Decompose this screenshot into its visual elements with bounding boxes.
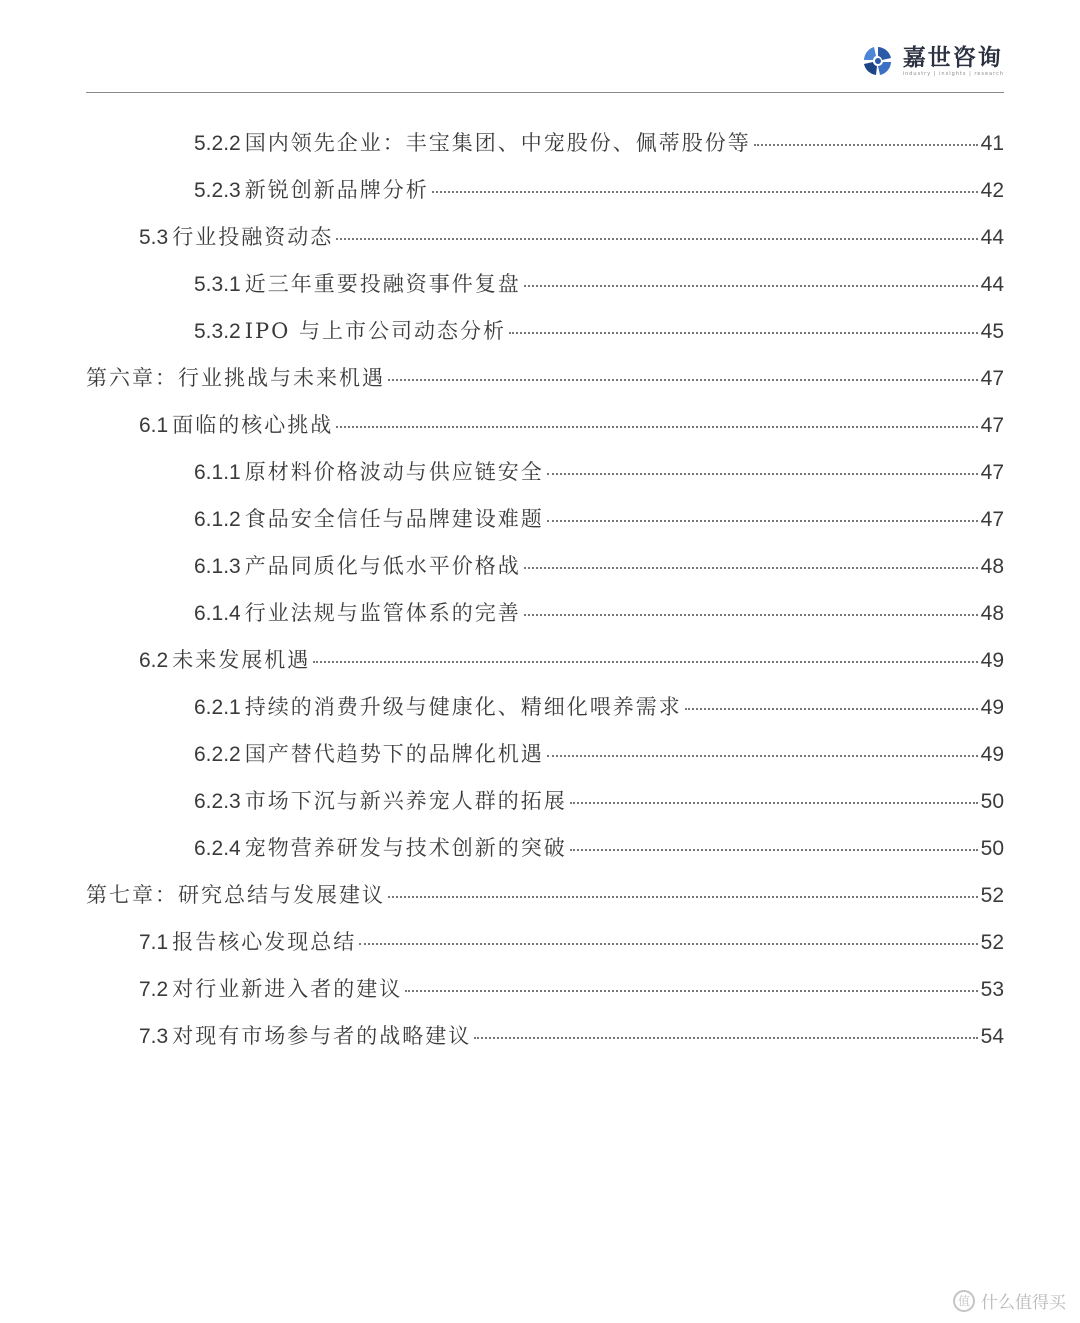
toc-page-number: 47 (980, 367, 1004, 390)
toc-entry-number: 5.3 (139, 226, 169, 249)
toc-entry-title: 产品同质化与低水平价格战 (244, 554, 521, 578)
toc-entry-title: 宠物营养研发与技术创新的突破 (244, 836, 567, 860)
toc-page-number: 47 (980, 508, 1004, 531)
toc-entry-title: 行业法规与监管体系的完善 (244, 601, 521, 625)
toc-page-number: 41 (980, 132, 1004, 155)
toc-entry-title: 持续的消费升级与健康化、精细化喂养需求 (244, 695, 682, 719)
toc-entry-title: 第七章：研究总结与发展建议 (86, 883, 385, 907)
toc-page-number: 48 (980, 555, 1004, 578)
toc-dot-leader (313, 660, 977, 663)
toc-entry[interactable] (86, 167, 1004, 214)
toc-entry[interactable] (86, 120, 1004, 167)
toc-dot-leader (570, 848, 978, 851)
toc-entry[interactable] (86, 496, 1004, 543)
watermark (953, 1288, 1066, 1313)
toc-entry[interactable] (86, 590, 1004, 637)
toc-page-number: 50 (980, 837, 1004, 860)
toc-page-number: 47 (980, 414, 1004, 437)
toc-entry[interactable] (86, 778, 1004, 825)
toc-entry[interactable] (86, 402, 1004, 449)
toc-page-number: 45 (980, 320, 1004, 343)
toc-entry[interactable] (86, 919, 1004, 966)
toc-page-number: 54 (980, 1025, 1004, 1048)
toc-entry-title: 对行业新进入者的建议 (172, 977, 403, 1001)
toc-entry-number: 6.1.4 (194, 602, 241, 625)
toc-dot-leader (524, 566, 978, 569)
toc-entry[interactable] (86, 825, 1004, 872)
toc-entry-title: 市场下沉与新兴养宠人群的拓展 (244, 789, 567, 813)
toc-dot-leader (405, 989, 977, 992)
brand (861, 44, 1004, 78)
toc-entry[interactable] (86, 684, 1004, 731)
toc-entry-title: IPO 与上市公司动态分析 (244, 319, 507, 343)
toc-page-number: 52 (980, 884, 1004, 907)
toc-dot-leader (509, 331, 978, 334)
toc-dot-leader (432, 190, 978, 193)
toc-entry-title: 对现有市场参与者的战略建议 (172, 1024, 472, 1048)
toc-entry-number: 6.1.3 (194, 555, 241, 578)
toc-entry-number: 6.1.2 (194, 508, 241, 531)
toc-entry-title: 未来发展机遇 (172, 648, 311, 672)
toc-dot-leader (754, 143, 978, 146)
toc-entry-title: 国内领先企业：丰宝集团、中宠股份、佩蒂股份等 (244, 131, 751, 155)
toc-entry-title: 第六章：行业挑战与未来机遇 (86, 366, 385, 390)
toc-entry-title: 食品安全信任与品牌建设难题 (244, 507, 544, 531)
watermark-text: 什么值得买 (981, 1293, 1066, 1313)
toc-entry[interactable] (86, 261, 1004, 308)
brand-logo-icon (861, 44, 895, 78)
toc-entry[interactable] (86, 308, 1004, 355)
toc-entry-title: 国产替代趋势下的品牌化机遇 (244, 742, 544, 766)
toc-page-number: 49 (980, 696, 1004, 719)
toc-entry[interactable] (86, 637, 1004, 684)
toc-entry-number: 6.1.1 (194, 461, 241, 484)
toc-entry-number: 6.2 (139, 649, 169, 672)
toc-entry-title: 报告核心发现总结 (172, 930, 357, 954)
toc-entry-number: 5.3.1 (194, 273, 241, 296)
toc-entry-number: 6.2.3 (194, 790, 241, 813)
toc-chapter-entry[interactable] (86, 872, 1004, 919)
toc-entry-number: 6.2.2 (194, 743, 241, 766)
toc-dot-leader (685, 707, 978, 710)
toc-dot-leader (547, 472, 978, 475)
toc-dot-leader (388, 378, 978, 381)
toc-chapter-entry[interactable] (86, 355, 1004, 402)
toc-page-number: 47 (980, 461, 1004, 484)
toc-entry-number: 5.2.2 (194, 132, 241, 155)
toc-dot-leader (524, 284, 978, 287)
toc-entry[interactable] (86, 449, 1004, 496)
toc-page-number: 50 (980, 790, 1004, 813)
toc-entry-title: 面临的核心挑战 (172, 413, 334, 437)
toc-page-number: 48 (980, 602, 1004, 625)
toc-entry[interactable] (86, 1013, 1004, 1060)
toc-entry-title: 原材料价格波动与供应链安全 (244, 460, 544, 484)
toc-entry-number: 7.2 (139, 978, 169, 1001)
toc-entry-number: 6.2.4 (194, 837, 241, 860)
brand-name: 嘉世咨询 (902, 44, 1003, 71)
toc-dot-leader (336, 425, 977, 428)
toc-entry-number: 5.2.3 (194, 179, 241, 202)
toc-entry[interactable] (86, 731, 1004, 778)
toc-dot-leader (388, 895, 978, 898)
toc-entry[interactable] (86, 214, 1004, 261)
table-of-contents (86, 120, 1004, 1060)
toc-page-number: 44 (980, 226, 1004, 249)
toc-page-number: 49 (980, 743, 1004, 766)
toc-dot-leader (524, 613, 978, 616)
toc-page-number: 44 (980, 273, 1004, 296)
toc-entry-title: 近三年重要投融资事件复盘 (244, 272, 521, 296)
brand-text (903, 45, 1004, 78)
toc-dot-leader (359, 942, 977, 945)
watermark-logo-icon: 值 (953, 1290, 975, 1312)
toc-entry-number: 6.1 (139, 414, 169, 437)
page-header (86, 40, 1004, 92)
toc-entry-number: 7.3 (139, 1025, 169, 1048)
toc-dot-leader (547, 754, 978, 757)
toc-dot-leader (336, 237, 977, 240)
toc-entry-number: 6.2.1 (194, 696, 241, 719)
toc-page-number: 42 (980, 179, 1004, 202)
toc-page-number: 49 (980, 649, 1004, 672)
toc-entry-title: 新锐创新品牌分析 (244, 178, 429, 202)
toc-entry-number: 7.1 (139, 931, 169, 954)
brand-subtitle: industry | insights | research (902, 70, 1004, 77)
toc-page-number: 53 (980, 978, 1004, 1001)
toc-entry-title: 行业投融资动态 (172, 225, 334, 249)
toc-page-number: 52 (980, 931, 1004, 954)
toc-dot-leader (570, 801, 978, 804)
header-divider (86, 92, 1004, 93)
toc-entry-number: 5.3.2 (194, 320, 241, 343)
toc-dot-leader (547, 519, 978, 522)
toc-entry[interactable] (86, 966, 1004, 1013)
toc-entry[interactable] (86, 543, 1004, 590)
toc-dot-leader (474, 1036, 977, 1039)
